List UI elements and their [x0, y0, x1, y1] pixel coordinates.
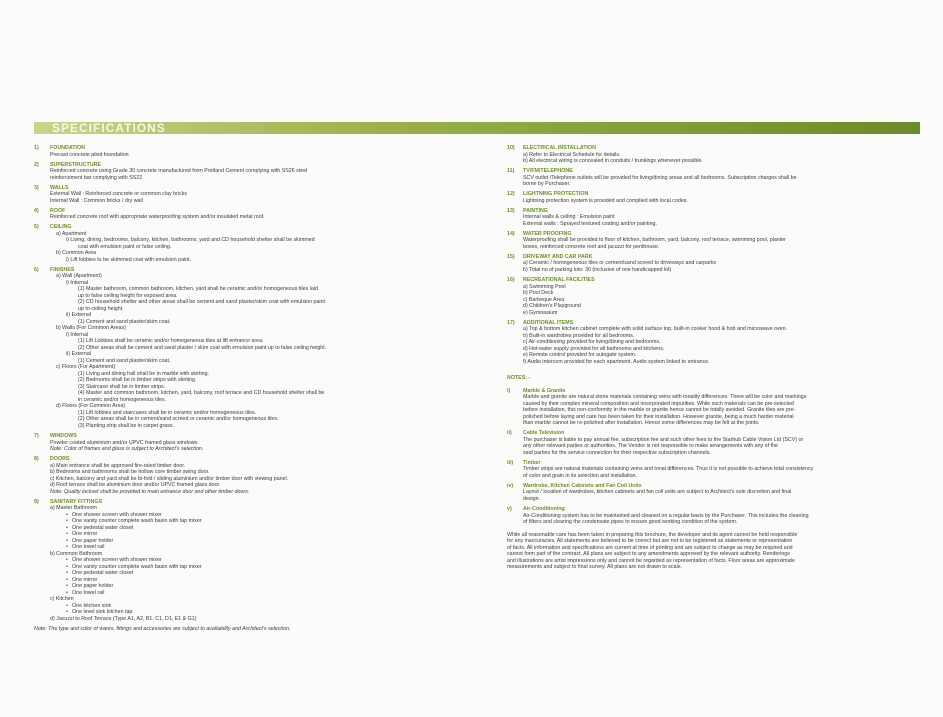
section-heading: SANITARY FITTINGS: [50, 498, 102, 505]
section-heading: LIGHTNING PROTECTION: [523, 191, 589, 198]
spec-line: (1) Living and dining hall shall be in marble with skirting.: [78, 370, 210, 377]
spec-line: a) Wall (Apartment): [56, 273, 102, 280]
spec-line: Precast concrete piled foundation: [50, 151, 129, 158]
spec-line: SCV outlet /Telephone outlets will be provided for living/dining areas and all bedrooms. Subscription charges shall be: [523, 174, 797, 181]
spec-line: • One vanity counter complete wash basin with tap mixer: [50, 518, 474, 525]
note-heading: Cable Television: [523, 430, 565, 437]
spec-line: (2) Bedrooms shall be in timber strips with skirting.: [78, 377, 197, 384]
spec-line: b) Built-in wardrobes provided for all bedrooms.: [523, 332, 635, 339]
spec-line: • One level sink kitchen tap: [50, 609, 474, 616]
spec-line: borne by Purchaser.: [523, 181, 571, 188]
section-number: 1): [34, 145, 39, 151]
spec-line: (1) Cement and sand plaster/skim coat.: [78, 318, 171, 325]
spec-section: [34, 162, 474, 182]
spec-section: [507, 168, 919, 188]
spec-line: • One kitchen sink: [50, 603, 474, 610]
spec-line: a) Refer to Electrical Schedule for details.: [523, 151, 621, 158]
spec-line: b) Bedrooms and bathrooms shall be hollow core timber swing door.: [50, 469, 210, 476]
note-line: said parties for the service connection for their respective subscription channels.: [523, 449, 711, 456]
note-heading: Marble & Granite: [523, 387, 566, 394]
section-heading: FINISHES: [50, 266, 75, 273]
spec-section: [507, 145, 919, 165]
note-line: Layout / location of wardrobes, kitchen cabinets and fan coil units are subject to Architect's sole discretion and final: [523, 489, 792, 496]
spec-line: • One shower screen with shower mixer: [50, 512, 474, 519]
spec-section: [34, 145, 474, 158]
spec-line: i) Internal: [66, 331, 89, 338]
spec-line: ii) External: [66, 351, 92, 358]
spec-line: Reinforced concrete using Grade 30 concrete manufactured from Portland Cement complying with SS26 steel: [50, 168, 308, 175]
section-heading: RECREATIONAL FACILITIES: [523, 277, 595, 284]
spec-line: i) Lift lobbies to be skimmed coat with emulsion paint.: [66, 256, 192, 263]
spec-line: c) Floors (For Apartment): [56, 364, 116, 371]
section-heading: ROOF: [50, 207, 66, 214]
spec-line: • One paper holder: [50, 583, 474, 590]
spec-line: c) Air-conditioning provided for living/dining and bedrooms.: [523, 339, 661, 346]
right-column: [507, 145, 919, 571]
note-line: before installation, this non-conformity in the marble or granite hence cannot be totally avoided. Granite tiles are pre-: [523, 407, 796, 414]
section-number: 16): [507, 277, 515, 284]
spec-line: (2) Other areas shall be in cement/sand screed or ceramic and/or homogeneous tiles.: [78, 416, 279, 423]
spec-line: Internal walls & ceiling : Emulsion paint: [523, 214, 615, 221]
spec-line: • One shower screen with shower mixer: [50, 557, 474, 564]
spec-line: i) Internal: [66, 279, 89, 286]
spec-line: d) Hot-water supply provided for all bathrooms and kitchens.: [523, 345, 665, 352]
section-number: 9): [34, 498, 39, 505]
spec-line: reinforcement bar complying with SS22: [50, 174, 143, 181]
spec-line: up to ceiling height.: [78, 305, 124, 312]
spec-line: (4) Master and common bathroom, kitchen, yard, balcony, roof terrace and CD household shelter shall be: [78, 390, 325, 397]
note-line: design.: [523, 495, 541, 502]
spec-line: External walls : Sprayed textured coating and/or painting.: [523, 220, 657, 227]
note-line: Marble and granite are natural stone materials containing veins with tonality differences. There will be color and markings: [523, 394, 807, 401]
spec-section: [507, 231, 919, 251]
spec-section: [34, 456, 474, 495]
spec-section: [34, 267, 474, 430]
section-heading: WINDOWS: [50, 433, 77, 440]
spec-line: Note: Quality lockset shall be provided to main entrance door and other timber doors.: [50, 488, 250, 495]
note-line: polished before laying and care has been taken for their installation. However granite, being a much harder material: [523, 413, 794, 420]
disclaimer-line: and illustrations are artist impressions only and cannot be regarded as representation of facts. Floor areas are approximate: [507, 557, 795, 564]
spec-line: d) Jacuzzi to Roof Terrace (Type A1, A2, B1, C1, D1, E1 & G1): [50, 615, 197, 622]
section-number: 5): [34, 224, 39, 231]
section-number: 11): [507, 168, 515, 175]
spec-section: [34, 224, 474, 263]
spec-line: f) Audio intercom provided for each apartment. Audio system linked to entrance.: [523, 358, 710, 365]
spec-line: (1) Lift Lobbies shall be ceramic and/or homogeneous tiles at lift entrance area.: [78, 338, 264, 345]
section-heading: CEILING: [50, 224, 72, 231]
note-line: Air-Conditioning system has to be maintained and cleaned on a regular basis by the Purchaser. This includes the cleaning: [523, 512, 809, 519]
spec-line: Internal Wall : Common bricks / dry wall: [50, 197, 143, 204]
note-section: [507, 388, 919, 427]
section-number: 3): [34, 184, 39, 191]
disclaimer-line: measurements and subject to final survey. All plans are not drawn to scale.: [507, 564, 683, 571]
note-line: of color and grain in its selection and installation.: [523, 472, 637, 479]
spec-line: in ceramic and/or homogeneous tiles.: [78, 396, 167, 403]
section-number: 14): [507, 230, 515, 237]
disclaimer-line: of facts. All information and specifications are current at time of printing and are subject to change as may be required and: [507, 544, 793, 551]
spec-line: • One paper holder: [50, 538, 474, 545]
spec-section: [507, 208, 919, 228]
spec-line: i) Living, dining, bedrooms, balcony, kitchen, bathrooms, yard and CD household shelter shall be skimmed: [66, 237, 315, 244]
spec-line: coat with emulsion paint or false ceiling.: [78, 243, 172, 250]
spec-line: (1) Master bathroom, common bathroom, kitchen, yard shall be ceramic and/or homogeneous tiles laid: [78, 286, 318, 293]
note-number: iii): [507, 459, 514, 466]
spec-line: d) Children's Playground: [523, 303, 581, 310]
title-banner: [34, 122, 920, 134]
spec-line: • One towel rail: [50, 590, 474, 597]
spec-line: a) Ceramic / homogeneous tiles or cement/sand screed to driveways and carparks: [523, 260, 717, 267]
section-number: 4): [34, 207, 39, 214]
spec-section: [34, 185, 474, 205]
spec-line: (2) Other areas shall be cement and sand plaster / skim coat with emulsion paint up to false ceiling height.: [78, 344, 327, 351]
left-column: [34, 145, 474, 632]
note-number: ii): [507, 430, 512, 437]
spec-section: [507, 320, 919, 366]
spec-line: b) Common Area: [56, 250, 97, 257]
spec-line: (1) Lift lobbies and staircases shall be in ceramic and/or homogeneous tiles.: [78, 409, 257, 416]
section-number: 2): [34, 161, 39, 168]
spec-line: a) Apartment: [56, 230, 87, 237]
footnote: Note: The type and color of wares, fittings and accessories are subject to availability and Architect's selection.: [34, 625, 291, 632]
note-line: than marble cannot be re-polished after installation. Hence some differences may be felt at the joints.: [523, 420, 760, 427]
note-section: [507, 430, 919, 456]
spec-line: • One towel rail: [50, 544, 474, 551]
spec-section: [507, 254, 919, 274]
section-number: 13): [507, 207, 515, 214]
section-number: 15): [507, 253, 515, 260]
spec-line: ii) External: [66, 312, 92, 319]
spec-line: c) Kitchen: [50, 596, 74, 603]
spec-line: Lightning protection system is provided and complied with local codes.: [523, 197, 688, 204]
section-number: 8): [34, 456, 39, 463]
spec-section: [34, 208, 474, 221]
section-number: 12): [507, 191, 515, 198]
spec-line: External Wall : Reinforced concrete or common clay bricks: [50, 191, 187, 198]
section-heading: WATER PROOFING: [523, 230, 572, 237]
disclaimer-line: for any inaccuracies. All statements are believed to be correct but are not to be registered as statements or representation: [507, 538, 793, 545]
spec-line: e) Remote control provided for autogate system.: [523, 352, 637, 359]
section-number: 17): [507, 319, 515, 326]
note-number: i): [507, 387, 511, 394]
spec-line: a) Master Bathroom: [50, 505, 97, 512]
spec-line: b) Total no of parking lots: 30 (inclusive of one handicapped lot): [523, 266, 672, 273]
note-heading: Timber: [523, 459, 541, 466]
spec-line: (2) CD household shelter and other areas shall be cement and sand plaster/skim coat with emulsion paint: [78, 299, 326, 306]
spec-line: • One mirror: [50, 531, 474, 538]
spec-line: a) Swimming Pool: [523, 283, 566, 290]
section-heading: ADDITIONAL ITEMS: [523, 319, 574, 326]
section-heading: FOUNDATION: [50, 145, 85, 151]
spec-line: e) Gymnasium: [523, 309, 558, 316]
section-heading: ELECTRICAL INSTALLATION: [523, 145, 596, 151]
note-section: [507, 483, 919, 503]
disclaimer-line: cannot form part of the contract. All plans are subject to any amendments approved by the relevant authority. Renderings: [507, 551, 790, 558]
spec-line: b) Walls (For Common Areas): [56, 325, 126, 332]
note-heading: Air-Conditioning: [523, 506, 565, 513]
spec-line: a) Main entrance shall be approved fire-rated timber door.: [50, 462, 186, 469]
note-line: of filters and clearing the condensate pipes to ensure good working condition of the system.: [523, 519, 738, 526]
section-number: 6): [34, 266, 39, 273]
note-number: iv): [507, 482, 514, 489]
section-heading: PAINTING: [523, 207, 548, 214]
disclaimer-line: While all reasonable care has been taken in preparing this brochure, the developer and its agent cannot be held responsible: [507, 531, 798, 538]
section-heading: WALLS: [50, 184, 69, 191]
spec-section: [507, 277, 919, 316]
spec-line: a) Top & bottom kitchen cabinet complete with solid surface top, built-in cooker hood & hob and microwave oven.: [523, 326, 788, 333]
spec-line: Waterproofing shall be provided to floor of kitchen, bathroom, yard, balcony, roof terrace, swimming pool, planter: [523, 237, 786, 244]
spec-line: b) Pool Deck: [523, 290, 554, 297]
spec-line: Note: Color of frames and glass is subject to Architect's selection.: [50, 446, 204, 453]
note-section: [507, 460, 919, 480]
note-line: caused by their complex mineral composition and incorporated impurities. While such materials can be pre-selected: [523, 400, 794, 407]
note-line: The purchaser is liable to pay annual fee, subscription fee and such other fees to the Starhub Cable Vision Ltd (SCV) or: [523, 436, 804, 443]
note-line: Timber strips are natural materials containing veins and tonal differences. Thus it is not possible to achieve total consistency: [523, 466, 814, 473]
spec-line: c) Kitchen, balcony and yard shall be bi-fold / sliding aluminium and/or timber door with viewing panel.: [50, 475, 289, 482]
section-heading: DOORS: [50, 456, 70, 463]
notes-title: NOTES: -: [507, 375, 531, 382]
spec-line: • One vanity counter complete wash basin with tap mixer: [50, 564, 474, 571]
spec-line: (3) Staircase shall be in timber strips.: [78, 383, 166, 390]
page-title: SPECIFICATIONS: [52, 121, 166, 135]
disclaimer: [507, 532, 919, 571]
spec-line: • One pedestal water closet: [50, 570, 474, 577]
spec-line: (3) Planting strip shall be in carpet grass.: [78, 422, 174, 429]
section-heading: TV/FM/TELEPHONE: [523, 168, 573, 175]
note-section: [507, 506, 919, 526]
section-heading: DRIVEWAY AND CAR PARK: [523, 253, 593, 260]
section-heading: SUPERSTRUCTURE: [50, 161, 101, 168]
section-number: 10): [507, 145, 515, 151]
spec-section: [34, 499, 474, 623]
spec-line: c) Barbeque Area: [523, 296, 565, 303]
spec-line: b) All electrical wiring is concealed in conduits / trunkings whenever possible.: [523, 158, 703, 164]
spec-line: d) Roof terrace shall be aluminium door and/or UPVC framed glass door.: [50, 482, 221, 489]
spec-line: up to false ceiling height for exposed area.: [78, 292, 178, 299]
note-line: any other relevant parties or authorities. The Vendor is not responsible to make arrangements with any of the: [523, 443, 778, 450]
section-number: 7): [34, 433, 39, 440]
note-number: v): [507, 506, 512, 513]
spec-line: • One mirror: [50, 577, 474, 584]
spec-section: [507, 191, 919, 204]
spec-line: boxes, reinforced concrete roof and jacuzzi for penthouse.: [523, 243, 660, 250]
spec-line: d) Floors (For Common Area): [56, 403, 126, 410]
spec-line: b) Common Bathroom: [50, 550, 103, 557]
spec-section: [34, 433, 474, 453]
note-heading: Wardrobe, Kitchen Cabinets and Fan Coil Units: [523, 482, 642, 489]
spec-line: Reinforced concrete roof with appropriate waterproofing system and/or insulated metal roof.: [50, 214, 265, 221]
spec-line: (1) Cement and sand plaster/skim coat.: [78, 357, 171, 364]
spec-line: • One pedestal water closet: [50, 525, 474, 532]
spec-line: Powder coated aluminium and/or UPVC framed glass windows.: [50, 439, 199, 446]
